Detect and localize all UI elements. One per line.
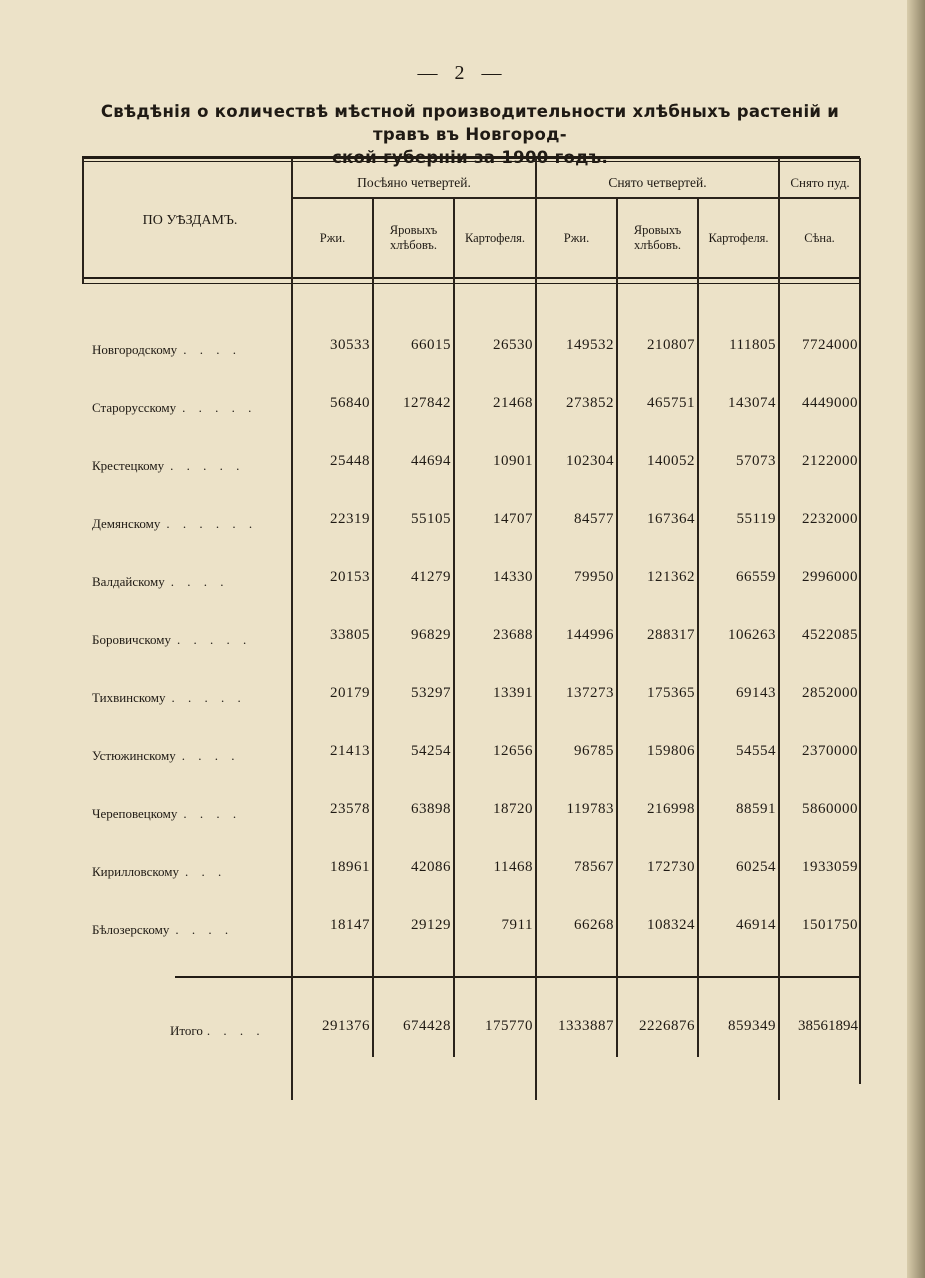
table-cell: 18720 <box>493 801 533 817</box>
table-top-rule <box>82 156 860 159</box>
table-cell: 88591 <box>736 801 776 817</box>
label-text: Демянскому <box>92 516 161 531</box>
table-cell: 10901 <box>493 453 533 469</box>
row-header: ПО УѢЗДАМЪ. <box>142 213 238 228</box>
table-cell: 288317 <box>647 627 695 643</box>
table-cell: 12656 <box>493 743 533 759</box>
table-cell: 106263 <box>728 627 776 643</box>
district-name <box>92 922 288 938</box>
table-cell: 143074 <box>728 395 776 411</box>
table-cell: 1333887 <box>558 1018 614 1034</box>
column-header: Картофеля. <box>464 230 526 245</box>
table-cell: 29129 <box>411 917 451 933</box>
table-right-border <box>859 158 861 1084</box>
table-cell: 57073 <box>736 453 776 469</box>
leader-dots: . . . . <box>183 342 241 357</box>
table-cell: 42086 <box>411 859 451 875</box>
table-cell: 96829 <box>411 627 451 643</box>
table-cell: 14707 <box>493 511 533 527</box>
table-cell: 273852 <box>566 395 614 411</box>
leader-dots: . . . . . <box>182 400 257 415</box>
leader-dots: . . . . <box>181 748 240 763</box>
table-cell: 21413 <box>330 743 370 759</box>
table-cell: 216998 <box>647 801 695 817</box>
leader-dots: . . . . . <box>171 690 246 705</box>
table-cell: 96785 <box>574 743 614 759</box>
table-cell: 55105 <box>411 511 451 527</box>
district-name <box>92 864 288 880</box>
table-cell: 119783 <box>566 801 614 817</box>
table-cell: 127842 <box>403 395 451 411</box>
district-name <box>92 806 288 822</box>
table-cell: 4449000 <box>802 395 858 411</box>
table-cell: 18961 <box>330 859 370 875</box>
leader-dots: . . . . <box>175 922 234 937</box>
table-cell: 55119 <box>736 511 776 527</box>
table-cell: 859349 <box>728 1018 776 1034</box>
table-top-rule-thin <box>82 161 860 162</box>
table-cell: 44694 <box>411 453 451 469</box>
table-cell: 144996 <box>566 627 614 643</box>
table-cell: 7911 <box>501 917 533 933</box>
label-text: Валдайскому <box>92 574 165 589</box>
column-header: Яровыхъ хлѣбовъ. <box>633 223 682 252</box>
table-cell: 121362 <box>647 569 695 585</box>
total-separator-rule <box>175 976 860 978</box>
table-cell: 4522085 <box>802 627 858 643</box>
table-cell: 38561894 <box>798 1018 858 1034</box>
column-header: Ржи. <box>563 230 590 245</box>
table-left-border <box>82 158 84 283</box>
table-cell: 23688 <box>493 627 533 643</box>
table-cell: 14330 <box>493 569 533 585</box>
group-header-sown: Посѣяно четвертей. <box>357 175 471 190</box>
label-text: Боровичскому <box>92 632 172 647</box>
table-cell: 18147 <box>330 917 370 933</box>
district-name <box>92 748 288 764</box>
table-cell: 137273 <box>566 685 614 701</box>
leader-dots: . . . . . <box>177 632 252 647</box>
table-cell: 11468 <box>493 859 533 875</box>
table-cell: 66559 <box>736 569 776 585</box>
column-header: Картофеля. <box>708 230 769 245</box>
label-text: Бѣлозерскому <box>92 922 170 937</box>
table-cell: 167364 <box>647 511 695 527</box>
table-cell: 291376 <box>322 1018 370 1034</box>
page-edge <box>907 0 925 1278</box>
table-cell: 2232000 <box>802 511 858 527</box>
district-name <box>92 458 288 474</box>
table-cell: 78567 <box>574 859 614 875</box>
table-cell: 33805 <box>330 627 370 643</box>
table-cell: 175365 <box>647 685 695 701</box>
leader-dots: . . . . . . <box>166 516 258 531</box>
group-subheader-line <box>292 197 860 199</box>
table-cell: 465751 <box>647 395 695 411</box>
header-bottom-rule <box>82 277 860 279</box>
table-cell: 54554 <box>736 743 776 759</box>
table-cell: 7724000 <box>802 337 858 353</box>
leader-dots: . . . . . <box>170 458 245 473</box>
table-cell: 5860000 <box>802 801 858 817</box>
table-cell: 20179 <box>330 685 370 701</box>
district-name <box>92 632 288 648</box>
table-cell: 26530 <box>493 337 533 353</box>
table-cell: 2852000 <box>802 685 858 701</box>
header-bottom-rule-thin <box>82 283 860 284</box>
table-cell: 159806 <box>647 743 695 759</box>
table-cell: 56840 <box>330 395 370 411</box>
label-text: Тихвинскому <box>92 690 166 705</box>
table-cell: 54254 <box>411 743 451 759</box>
district-name <box>92 342 288 358</box>
leader-dots: . . . . <box>170 574 229 589</box>
district-name <box>92 574 288 590</box>
table-cell: 46914 <box>736 917 776 933</box>
table-cell: 111805 <box>729 337 776 353</box>
label-text: Новгородскому <box>92 342 178 357</box>
table-cell: 66268 <box>574 917 614 933</box>
table-cell: 102304 <box>566 453 614 469</box>
column-header: Ржи. <box>319 230 346 245</box>
title-line-1: Свѣдѣнія о количествѣ мѣстной производительности хлѣбныхъ растеній и травъ въ Новгород- <box>100 102 840 144</box>
table-cell: 108324 <box>647 917 695 933</box>
table-cell: 63898 <box>411 801 451 817</box>
table-cell: 1501750 <box>802 917 858 933</box>
table-cell: 22319 <box>330 511 370 527</box>
table-cell: 84577 <box>574 511 614 527</box>
table-cell: 60254 <box>736 859 776 875</box>
leader-dots: . . . <box>185 864 227 879</box>
table-cell: 20153 <box>330 569 370 585</box>
column-header: Яровыхъ хлѣбовъ. <box>389 223 438 252</box>
label-text: Устюжинскому <box>92 748 176 763</box>
table-cell: 13391 <box>493 685 533 701</box>
table-cell: 1933059 <box>802 859 858 875</box>
group-header-hay: Снято пуд. <box>790 175 850 190</box>
table-cell: 2370000 <box>802 743 858 759</box>
table-cell: 2122000 <box>802 453 858 469</box>
label-text: Старорусскому <box>92 400 177 415</box>
label-text: Крестецкому <box>92 458 165 473</box>
table-cell: 140052 <box>647 453 695 469</box>
label-text: Кирилловскому <box>92 864 180 879</box>
table-cell: 53297 <box>411 685 451 701</box>
table-cell: 41279 <box>411 569 451 585</box>
table-cell: 210807 <box>647 337 695 353</box>
group-header-harvested: Снято четвертей. <box>608 175 707 190</box>
page-number: — 2 — <box>417 62 508 84</box>
table-cell: 79950 <box>574 569 614 585</box>
table-cell: 2226876 <box>639 1018 695 1034</box>
district-name <box>92 516 288 532</box>
table-cell: 149532 <box>566 337 614 353</box>
table-cell: 674428 <box>403 1018 451 1034</box>
table-cell: 66015 <box>411 337 451 353</box>
table-cell: 23578 <box>330 801 370 817</box>
table-cell: 172730 <box>647 859 695 875</box>
leader-dots: . . . . <box>183 806 242 821</box>
table-cell: 21468 <box>493 395 533 411</box>
table-cell: 2996000 <box>802 569 858 585</box>
label-text: Итого <box>170 1023 203 1038</box>
table-cell: 69143 <box>736 685 776 701</box>
district-name <box>92 400 288 416</box>
leader-dots: . . . . <box>206 1023 265 1038</box>
total-label <box>170 1023 288 1039</box>
table-cell: 175770 <box>485 1018 533 1034</box>
table-cell: 30533 <box>330 337 370 353</box>
column-header: Сѣна. <box>804 230 835 245</box>
label-text: Череповецкому <box>92 806 178 821</box>
table-cell: 25448 <box>330 453 370 469</box>
district-name <box>92 690 288 706</box>
